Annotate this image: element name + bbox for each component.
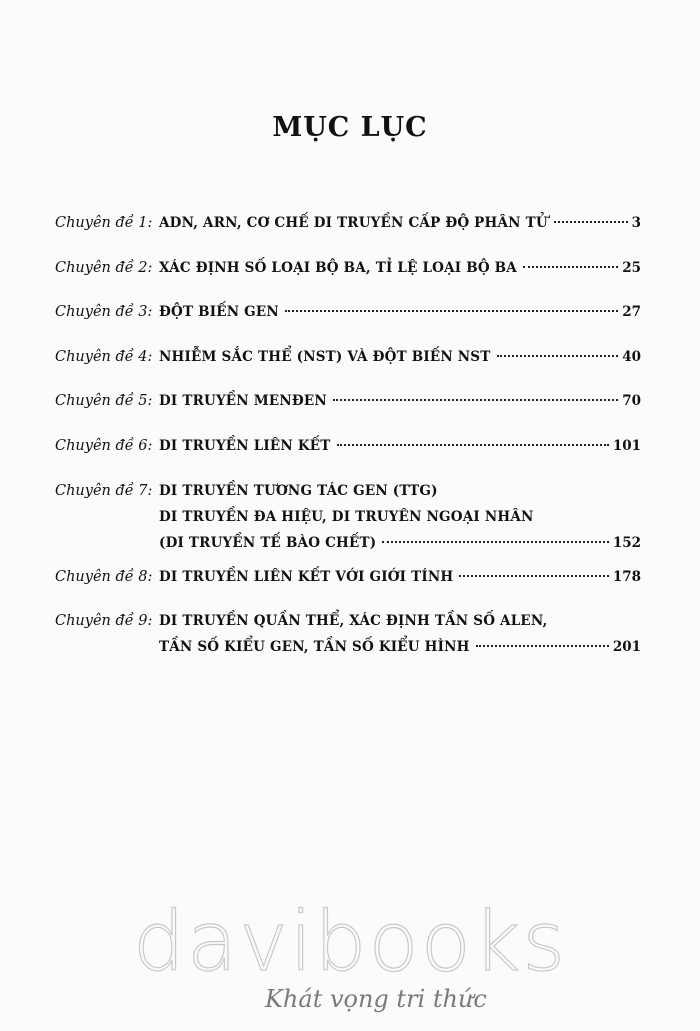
toc-entry-page: 152 xyxy=(612,535,641,551)
watermark-tagline: Khát vọng tri thức xyxy=(265,985,487,1013)
toc-entry-title: DI TRUYỀN TƯƠNG TÁC GEN (TTG) xyxy=(159,483,438,499)
toc-entry xyxy=(55,255,641,281)
toc-entry-title: DI TRUYỀN QUẦN THỂ, XÁC ĐỊNH TẦN SỐ ALEN, xyxy=(159,613,548,629)
toc-entry-page: 70 xyxy=(622,393,641,409)
toc-entry xyxy=(55,299,641,325)
dot-leader xyxy=(333,399,618,401)
toc-entry-page: 3 xyxy=(631,215,641,231)
toc-entry-title: DI TRUYỀN MENĐEN xyxy=(159,393,327,409)
dot-leader xyxy=(476,645,609,647)
toc-entry-title: NHIỄM SẮC THỂ (NST) VÀ ĐỘT BIẾN NST xyxy=(159,349,491,365)
toc-entry-page: 40 xyxy=(622,349,641,365)
toc-entry-label: Chuyên đề 9: xyxy=(55,613,153,629)
dot-leader xyxy=(554,221,628,223)
toc-entry-label: Chuyên đề 1: xyxy=(55,215,153,231)
toc-entry-page: 25 xyxy=(622,260,641,276)
watermark-logo: davibooks xyxy=(132,895,568,990)
toc-entry-title: DI TRUYỀN LIÊN KẾT xyxy=(159,438,331,454)
toc-entry-title: DI TRUYỀN LIÊN KẾT VỚI GIỚI TÍNH xyxy=(159,569,454,585)
toc-entry xyxy=(55,210,641,236)
toc-entry-page: 27 xyxy=(622,304,641,320)
toc-entry-label: Chuyên đề 3: xyxy=(55,304,153,320)
toc-entry-title-line: (DI TRUYỀN TẾ BÀO CHẾT) xyxy=(159,535,377,551)
toc-entry-title: ĐỘT BIẾN GEN xyxy=(159,304,279,320)
toc-entry-title: ADN, ARN, CƠ CHẾ DI TRUYỀN CẤP ĐỘ PHÂN TỬ xyxy=(159,215,548,231)
dot-leader xyxy=(497,355,619,357)
toc-entry-label: Chuyên đề 4: xyxy=(55,349,153,365)
toc-entry xyxy=(55,478,641,556)
toc-entry-label: Chuyên đề 8: xyxy=(55,569,153,585)
toc-entry xyxy=(55,564,641,590)
toc-entry-page: 178 xyxy=(612,569,641,585)
page-title: MỤC LỤC xyxy=(272,112,428,143)
toc-entry-title-line: DI TRUYỀN ĐA HIỆU, DI TRUYÊN NGOẠI NHÂN xyxy=(159,509,534,525)
toc-entry xyxy=(55,608,641,660)
toc-entry-page: 101 xyxy=(612,438,641,454)
dot-leader xyxy=(337,444,609,446)
toc-entry-label: Chuyên đề 5: xyxy=(55,393,153,409)
toc-entry-page: 201 xyxy=(612,639,641,655)
toc-entry xyxy=(55,433,641,459)
toc-entry xyxy=(55,344,641,370)
toc-entry-label: Chuyên đề 7: xyxy=(55,483,153,499)
dot-leader xyxy=(459,575,608,577)
dot-leader xyxy=(382,541,608,543)
toc-entry-title: XÁC ĐỊNH SỐ LOẠI BỘ BA, TỈ LỆ LOẠI BỘ BA xyxy=(159,260,517,276)
toc-entry xyxy=(55,388,641,414)
toc-entry-label: Chuyên đề 6: xyxy=(55,438,153,454)
dot-leader xyxy=(285,310,618,312)
toc-entry-label: Chuyên đề 2: xyxy=(55,260,153,276)
toc-entry-title-line: TẦN SỐ KIỂU GEN, TẦN SỐ KIỂU HÌNH xyxy=(159,639,470,655)
dot-leader xyxy=(523,266,618,268)
